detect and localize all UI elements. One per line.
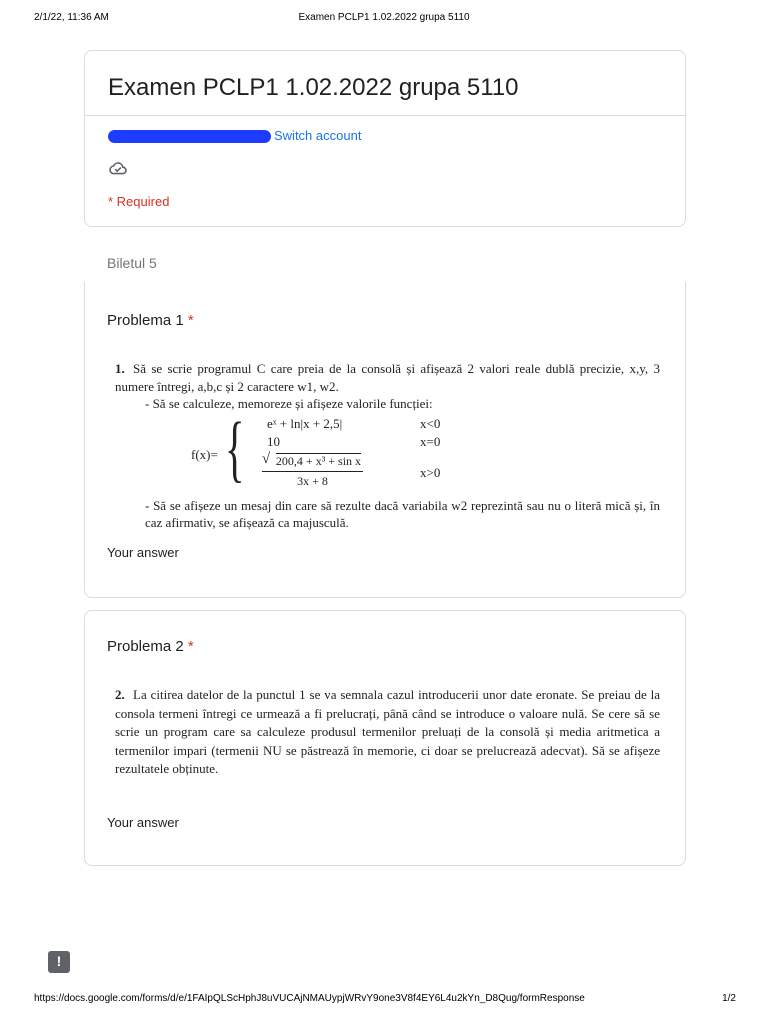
print-url: https://docs.google.com/forms/d/e/1FAIpQLScHphJ8uVUCAjNMAUypjWRvY9one3V8f4EY6L4u2kYn_D8Qug/formResponse (34, 993, 585, 1004)
cloud-check-icon (108, 160, 128, 176)
case3-numerator (261, 450, 363, 473)
problem-1-line3: - Să se afișeze un mesaj din care să rezulte dacă variabila w2 reprezintă sau nu o literă mică și, în caz afirmativ, se afișează ca majusculă. (145, 497, 660, 530)
brace: { (225, 407, 245, 490)
redacted-email (108, 130, 271, 143)
question-title (107, 312, 194, 329)
case3-numerator-text: 200,4 + x³ + sin x (275, 453, 362, 468)
case1-condition: x<0 (420, 415, 441, 431)
problem-1-line2: - Să se calculeze, memoreze și afișeze valorile funcției: (145, 396, 433, 411)
case2-condition: x=0 (420, 433, 441, 449)
problem-1-line1: Să se scrie programul C care preia de la consolă și afișează 2 valori reale dublă precizie, x,y, 3 numere întregi, a,b,c și 2 caractere w1, w2. (115, 361, 660, 394)
fx-label: f(x)= (191, 446, 218, 462)
case3-fraction (255, 452, 370, 491)
question-title-text: Problema 2 (107, 638, 184, 655)
problem-number: 2. (115, 687, 125, 702)
required-star: * (187, 638, 194, 655)
case3-condition: x>0 (420, 464, 441, 480)
question-title (107, 638, 194, 655)
form-header-card (84, 50, 686, 227)
divider (85, 115, 685, 116)
case3-denominator: 3x + 8 (297, 474, 328, 488)
section-title: Biletul 5 (107, 255, 157, 271)
required-note: * Required (108, 194, 170, 209)
problem-number: 1. (115, 361, 125, 376)
form-title: Examen PCLP1 1.02.2022 grupa 5110 (108, 74, 519, 101)
question-card-1 (84, 282, 686, 598)
question-card-2 (84, 610, 686, 866)
case1-expression: eˣ + ln|x + 2,5| (267, 415, 343, 431)
answer-field[interactable]: Your answer (107, 815, 179, 830)
problem-1-image (115, 360, 660, 532)
answer-field[interactable]: Your answer (107, 545, 179, 560)
piecewise-function (115, 407, 660, 495)
print-datetime: 2/1/22, 11:36 AM (34, 12, 109, 23)
case2-expression: 10 (267, 433, 280, 449)
problem-2-image (115, 686, 660, 779)
question-title-text: Problema 1 (107, 312, 184, 329)
required-star: * (187, 312, 194, 329)
report-feedback-icon[interactable]: ! (48, 951, 70, 973)
print-page-number: 1/2 (722, 993, 736, 1004)
switch-account-link[interactable]: Switch account (274, 128, 362, 143)
print-page-title: Examen PCLP1 1.02.2022 grupa 5110 (298, 12, 470, 23)
sqrt-symbol: √ (261, 450, 271, 467)
problem-2-text: La citirea datelor de la punctul 1 se va semnala cazul introducerii unor date eronate. Se preiau de la consola termeni întregi ce urmează a fi prelucrați, până când se introduce o valoare nulă. Se cere să se scrie un program care sa calculeze produsul termenilor preluați de la consolă și media aritmetica a termenilor impari (termenii NU se păstrează în memorie, ci doar se prelucrează adecvat). Să se afișeze rezultatele obținute. (115, 687, 660, 776)
